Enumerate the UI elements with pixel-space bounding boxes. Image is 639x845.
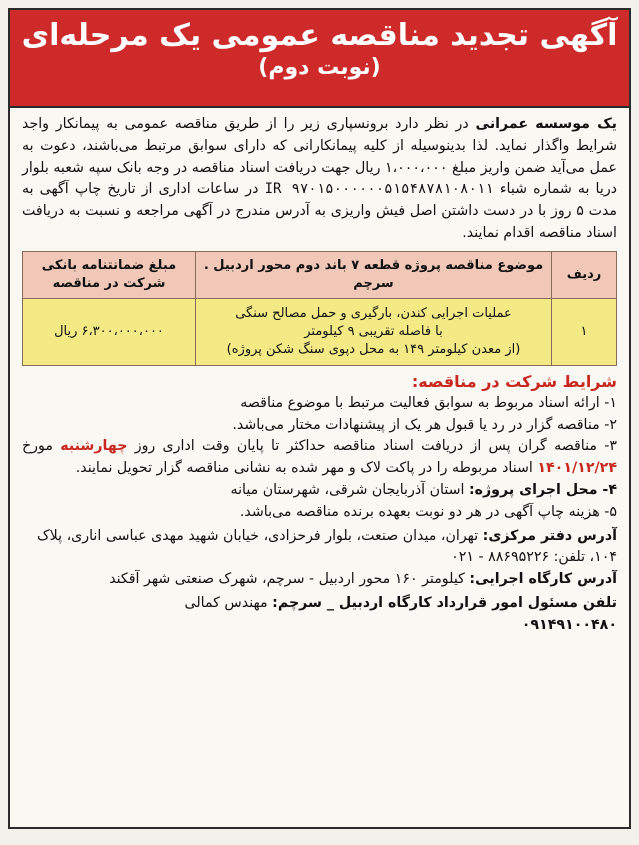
intro-text-2: در ساعات اداری از تاریخ چاپ آگهی به مدت ۵ روز با در دست داشتن اصل فیش واریزی به آدرس مندرج در آگهی مراجعه و نسبت به دریافت اسناد مناقصه اقدام نمایند.	[22, 181, 617, 241]
contact-block	[22, 593, 617, 637]
intro-text-1: در نظر دارد برونسپاری زیر را از طریق مناقصه عمومی به پیمانکار واجد شرایط واگذار نماید. لذا بدینوسیله از کلیه پیمانکارانی که دارای سوابق مرتبط می‌باشند، دعوت به عمل می‌آید ضمن واریز مبلغ ۱،۰۰۰،۰۰۰ ریال جهت دریافت اسناد مناقصه در وجه بانک سپه شعبه بلوار دریا به شماره شباء	[22, 116, 617, 198]
condition-1: ۱- ارائه اسناد مربوط به سوابق فعالیت مرتبط با موضوع مناقصه	[240, 394, 617, 411]
project-location-text: استان آذربایجان شرقی، شهرستان میانه	[230, 481, 469, 498]
table-row	[23, 298, 617, 365]
subject-line-3: (از معدن کیلومتر ۱۴۹ به محل دپوی سنگ شکن پروژه)	[226, 341, 521, 357]
tender-notice	[8, 8, 631, 829]
project-location-label: ۴- محل اجرای پروژه:	[468, 481, 617, 498]
condition-5: ۵- هزینه چاپ آگهی در هر دو نوبت بعهده برنده مناقصه می‌باشد.	[239, 503, 617, 520]
contact-phone-number: ۰۹۱۴۹۱۰۰۴۸۰	[521, 616, 617, 633]
cell-row-number: ۱	[552, 298, 617, 365]
deadline-day: چهارشنبه	[60, 438, 128, 455]
contact-label: تلفن مسئول امور قرارداد کارگاه اردبیل _ سرچم:	[272, 594, 617, 611]
conditions-list	[22, 393, 617, 524]
office-address-text: تهران، میدان صنعت، بلوار فرحزادی، خیابان شهید مهدی عباسی اناری، پلاک ۱۰۴، تلفن: ۸۸۶۹۵۲۲۶ - ۰۲۱	[36, 527, 617, 566]
organization-name: یک موسسه عمرانی	[475, 116, 617, 132]
iban-number: IR ۹۷۰۱۵۰۰۰۰۰۰۵۱۵۴۸۷۸۱۰۸۰۱۱	[264, 181, 494, 198]
workshop-address	[22, 569, 617, 591]
notice-title: آگهی تجدید مناقصه عمومی یک مرحله‌ای	[21, 18, 618, 53]
subject-line-2: با فاصله تقریبی ۹ کیلومتر	[304, 323, 443, 339]
cell-guarantee: ۶،۳۰۰،۰۰۰،۰۰۰ ریال	[23, 298, 196, 365]
condition-3-text-c: اسناد مربوطه را در پاکت لاک و مهر شده به نشانی مناقصه گزار تحویل نمایند.	[75, 460, 538, 477]
table-header-row	[23, 251, 617, 298]
notice-subtitle: (نوبت دوم)	[258, 55, 381, 80]
contact-phone	[22, 615, 617, 637]
condition-3-text-b: مورخ	[22, 438, 61, 455]
condition-3	[22, 436, 617, 480]
tender-table	[22, 251, 617, 366]
notice-body	[10, 108, 629, 637]
notice-header	[10, 10, 629, 108]
workshop-address-label: آدرس کارگاه اجرایی:	[469, 571, 617, 588]
condition-2: ۲- مناقصه گزار در رد یا قبول هر یک از پیشنهادات مختار می‌باشد.	[232, 416, 617, 433]
addresses	[22, 526, 617, 591]
cell-subject	[196, 298, 552, 365]
header-row-number: ردیف	[552, 251, 617, 298]
deadline-date: ۱۴۰۱/۱۲/۲۴	[537, 460, 617, 477]
office-address	[22, 526, 617, 570]
conditions-title: شرایط شرکت در مناقصه:	[411, 371, 617, 391]
office-address-label: آدرس دفتر مرکزی:	[482, 527, 617, 544]
subject-line-1: عملیات اجرایی کندن، بارگیری و حمل مصالح سنگی	[235, 305, 512, 321]
condition-4	[22, 480, 617, 502]
condition-3-text-a: ۳- مناقصه گران پس از دریافت اسناد مناقصه حداکثر تا پایان وقت اداری روز	[127, 438, 617, 455]
header-guarantee: مبلغ ضمانتنامه بانکی شرکت در مناقصه	[23, 251, 196, 298]
contact-line	[22, 593, 617, 615]
intro-paragraph	[22, 114, 617, 245]
contact-name: مهندس کمالی	[184, 594, 273, 611]
header-subject: موضوع مناقصه پروژه قطعه ۷ باند دوم محور اردبیل . سرچم	[196, 251, 552, 298]
workshop-address-text: کیلومتر ۱۶۰ محور اردبیل - سرچم، شهرک صنعتی شهر آقکند	[109, 571, 470, 588]
